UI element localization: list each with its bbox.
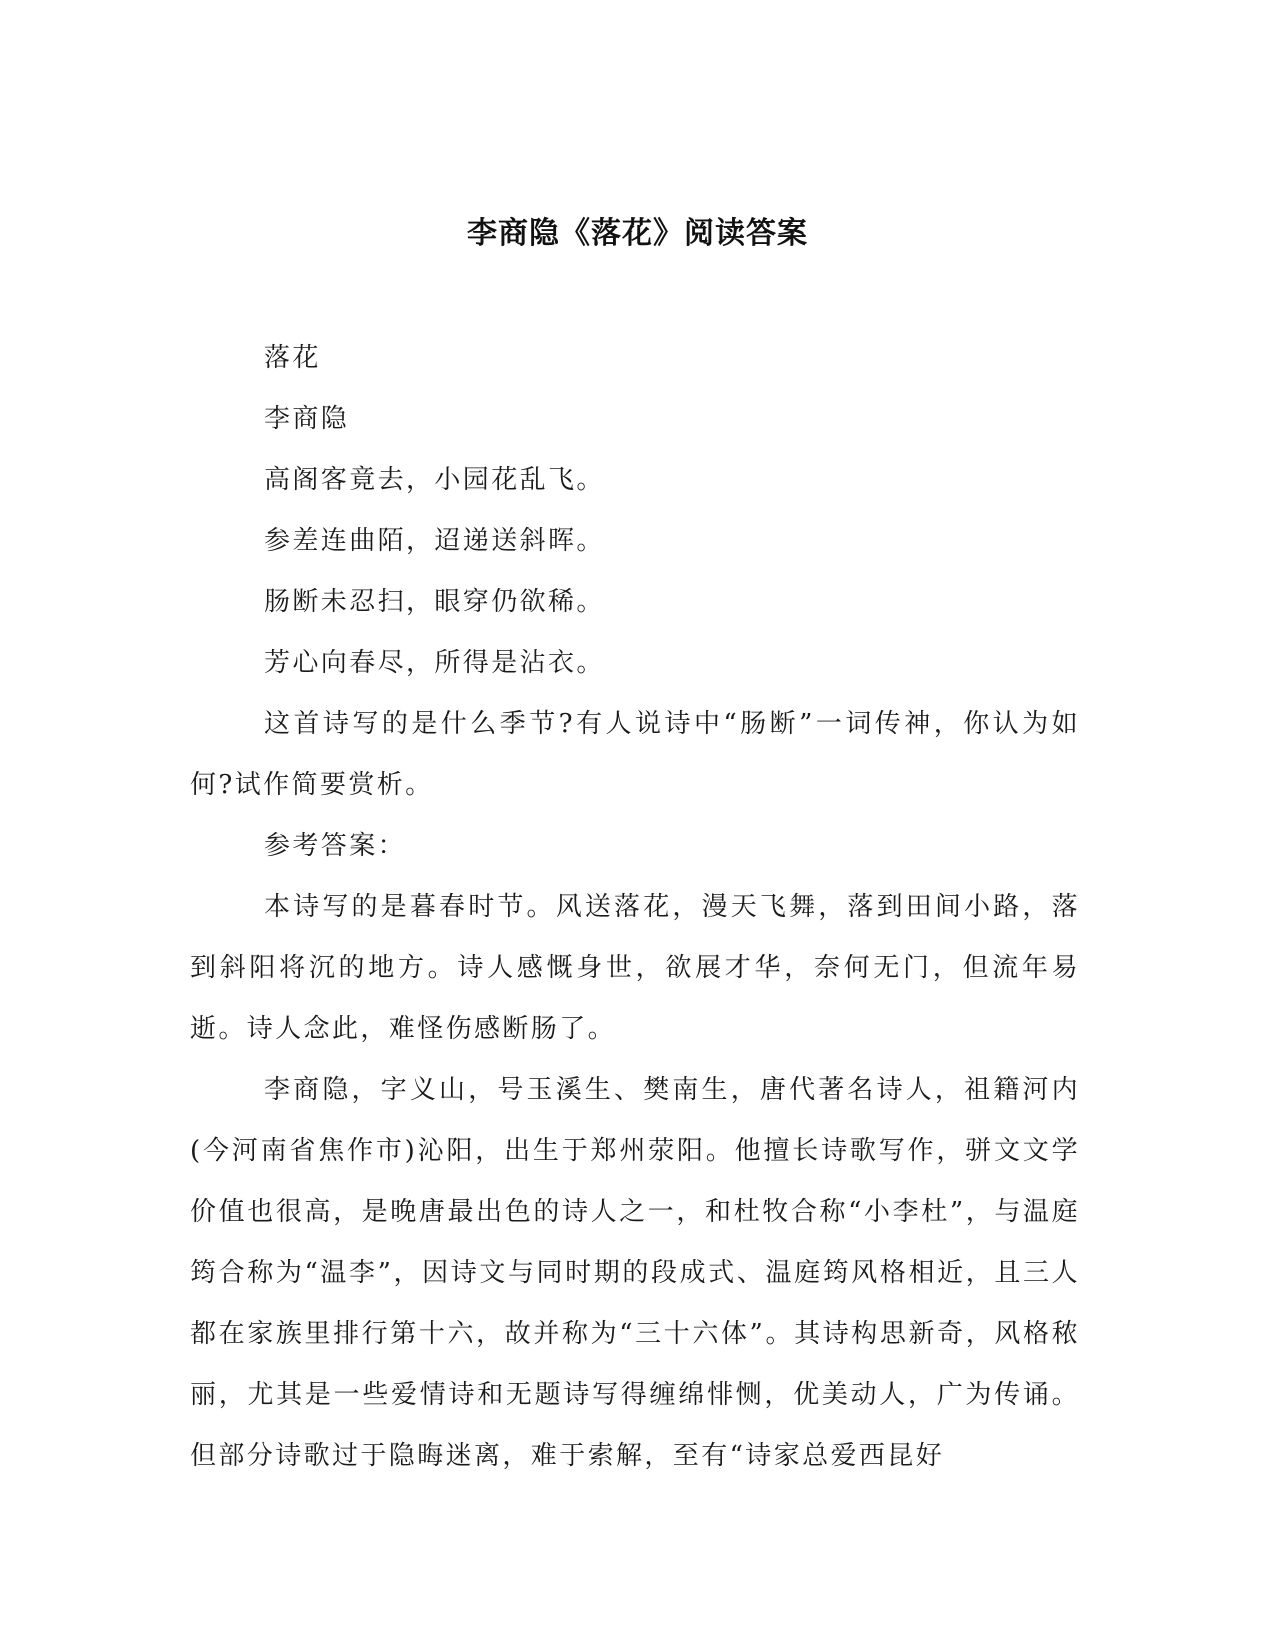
question-paragraph: 这首诗写的是什么季节?有人说诗中“肠断”一词传神，你认为如何?试作简要赏析。 xyxy=(190,709,1080,800)
answer-label: 参考答案： xyxy=(264,831,407,861)
poem-line: 参差连曲陌，迢递送斜晖。 xyxy=(264,526,605,556)
poem-line: 肠断未忍扫，眼穿仍欲稀。 xyxy=(264,587,605,617)
author-intro-paragraph: 李商隐，字义山，号玉溪生、樊南生，唐代著名诗人，祖籍河内(今河南省焦作市)沁阳，出生于郑州荥阳。他擅长诗歌写作，骈文文学价值也很高，是晚唐最出色的诗人之一，和杜牧合称“小李杜”，与温庭筠合称为“温李”，因诗文与同时期的段成式、温庭筠风格相近，且三人都在家族里排行第十六，故并称为“三十六体”。其诗构思新奇，风格秾丽，尤其是一些爱情诗和无题诗写得缠绵悱恻，优美动人，广为传诵。但部分诗歌过于隐晦迷离，难于索解，至有“诗家总爱西昆好 xyxy=(190,1075,1080,1471)
poem-line: 芳心向春尽，所得是沾衣。 xyxy=(264,648,605,678)
document-body xyxy=(190,328,1080,1487)
answer-paragraph: 本诗写的是暮春时节。风送落花，漫天飞舞，落到田间小路，落到斜阳将沉的地方。诗人感慨身世，欲展才华，奈何无门，但流年易逝。诗人念此，难怪伤感断肠了。 xyxy=(190,892,1080,1044)
poem-line: 高阁客竟去，小园花乱飞。 xyxy=(264,465,605,495)
poem-author: 李商隐 xyxy=(264,404,350,434)
document-title: 李商隐《落花》阅读答案 xyxy=(467,216,808,251)
poem-name: 落花 xyxy=(264,343,321,373)
